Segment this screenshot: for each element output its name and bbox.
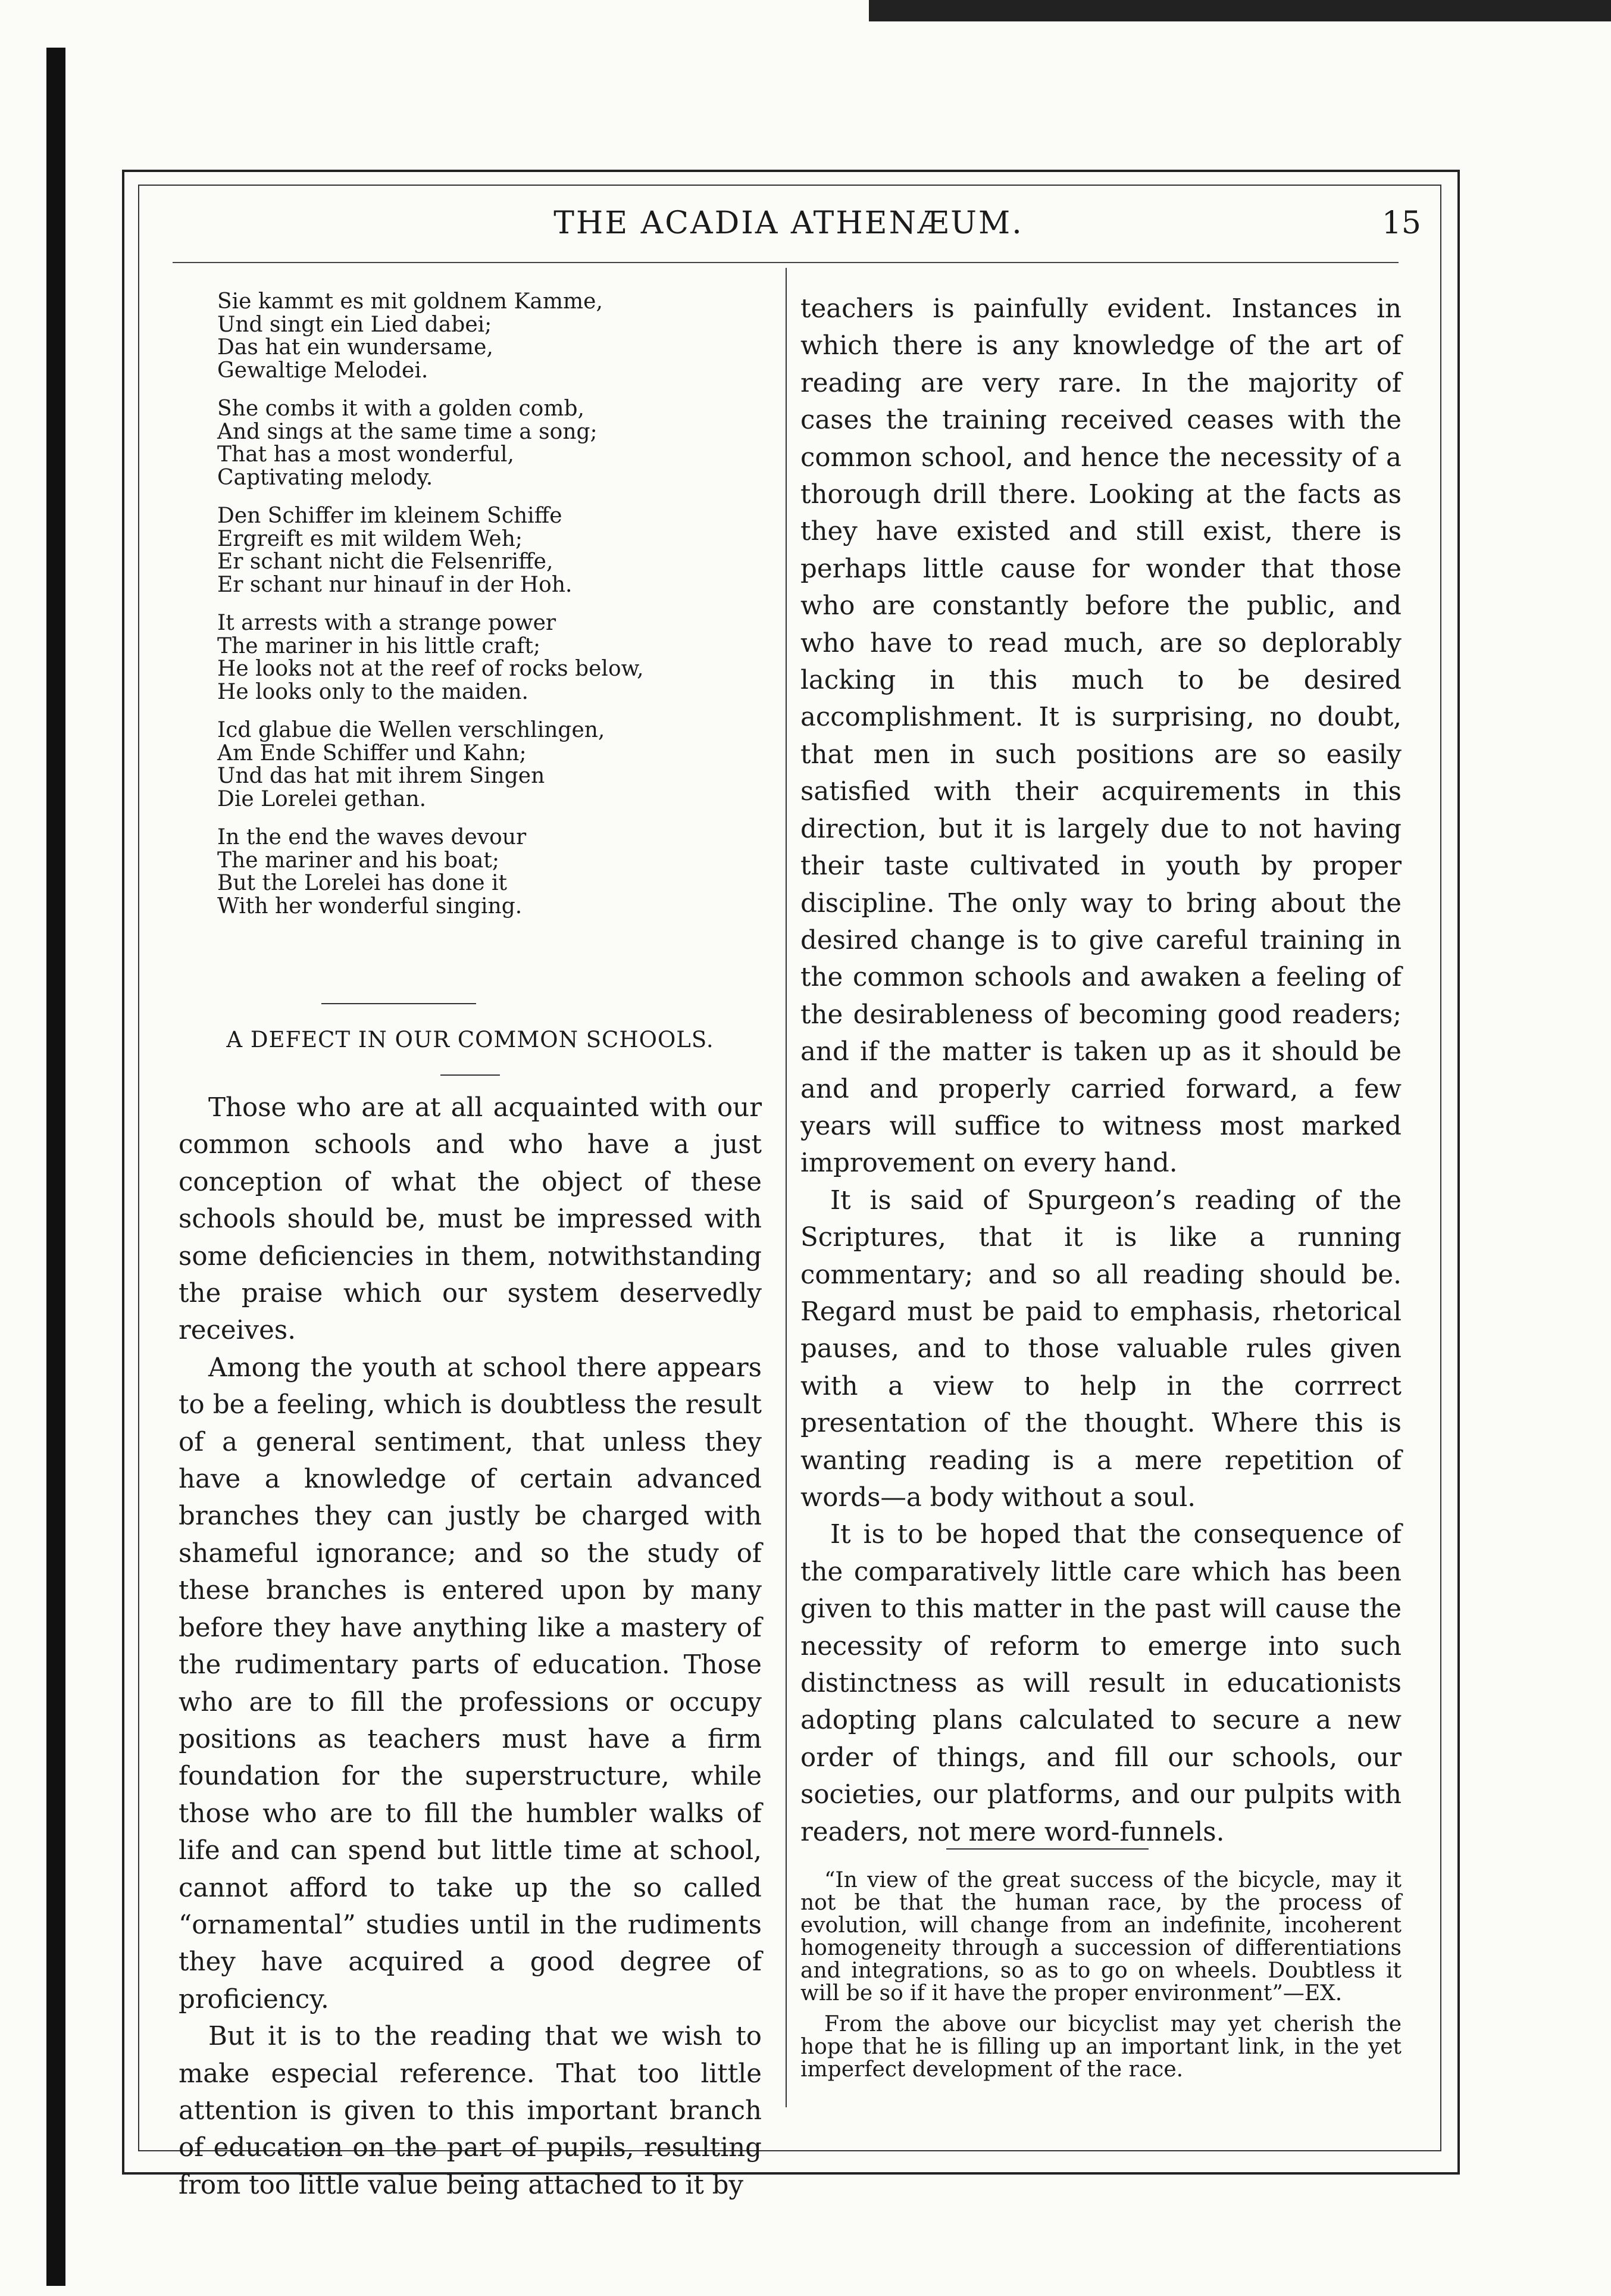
poem-stanza [217,398,753,489]
article-left-column [179,1089,762,2204]
scan-edge-top [869,0,1611,21]
poem-line: But the Lorelei has done it [217,871,508,895]
column-divider [786,268,787,2107]
note-quote: “In view of the great success of the bicycle, may it not be that the human race, by the process of evolution, will change from an indefinite, incoherent homogeneity through a succession of differentiations and integrations, so as to go on wheels. Doubtless it will be so if it have the proper environment”—EX. [800,1868,1402,2006]
poem-stanza [217,612,753,704]
poem-line: Sie kammt es mit goldnem Kamme, [217,289,603,314]
poem-line: Am Ende Schiffer und Kahn; [217,741,527,766]
note-rule [946,1848,1149,1850]
poem-line: He looks only to the maiden. [217,679,528,704]
poem-line: The mariner and his boat; [217,848,499,873]
section-rule [321,1003,476,1004]
poem-line: It arrests with a strange power [217,611,556,635]
poem-line: And sings at the same time a song; [217,419,598,444]
poem-line: Die Lorelei gethan. [217,786,427,811]
poem-line: The mariner in his little craft; [217,633,541,658]
note-comment: From the above our bicyclist may yet cherish the hope that he is filling up an important link, in the yet imperfect development of the race. [800,2012,1402,2082]
poem-line: Den Schiffer im kleinem Schiffe [217,504,562,528]
article-right-column [800,290,1402,1851]
poem-line: Ergreift es mit wildem Weh; [217,526,523,551]
bicycle-note [800,1869,1402,2089]
poem-line: Er schant nur hinauf in der Hoh. [217,572,573,597]
article-paragraph: Among the youth at school there appears to be a feeling, which is doubtless the result of a general sentiment, that unless they have a knowledge of certain advanced branches they can justly be charged with shameful ignorance; and so the study of these branches is entered upon by many before they have anything like a mastery of the rudimentary parts of education. Those who are to fill the professions or occupy positions as teachers must have a firm foundation for the superstructure, while those who are to fill the humbler walks of life and can spend but little time at school, cannot afford to take up the so called “ornamental” studies until in the rudiments they have acquired a good degree of proficiency. [179,1352,762,2014]
poem [217,290,753,933]
poem-line: That has a most wonderful, [217,442,514,467]
article-paragraph: It is to be hoped that the consequence of the comparatively little care which has been given to this matter in the past will cause the necessity of reform to emerge into such distinctness as will result in educationists adopting plans calculated to secure a new order of things, and fill our schools, our societies, our platforms, and our pulpits with readers, not mere word-funnels. [800,1520,1402,1847]
article-paragraph: teachers is painfully evident. Instances in which there is any knowledge of the art of reading are very rare. In the majority of cases the training received ceases with the common school, and hence the necessity of a thorough drill there. Looking at the facts as they have existed and still exist, there is perhaps little cause for wonder that those who are constantly before the public, and who have to read much, are so deplorably lacking in this much to be desired accomplishment. It is surprising, no doubt, that men in such positions are so easily satisfied with their acquirements in this direction, but it is largely due to not having their taste cultivated in youth by proper discipline. The only way to bring about the desired change is to give careful training in the common schools and awaken a feeling of the desirableness of becoming good readers; and if the matter is taken up as it should be and and properly carried forward, a few years will suffice to witness most marked improvement on every hand. [800,294,1402,1179]
poem-line: Und das hat mit ihrem Singen [217,764,545,788]
article-title: A DEFECT IN OUR COMMON SCHOOLS. [226,1027,714,1052]
page-number: 15 [1381,205,1421,241]
journal-title: THE ACADIA ATHENÆUM. [553,205,1024,241]
poem-line: He looks not at the reef of rocks below, [217,657,644,681]
header-rule [173,262,1399,263]
poem-stanza [217,505,753,596]
scan-edge-left [46,48,65,2286]
title-rule [440,1074,500,1076]
poem-line: Gewaltige Melodei. [217,358,428,383]
poem-line: Captivating melody. [217,465,433,490]
article-paragraph: Those who are at all acquainted with our common schools and who have a just conception of what the object of these schools should be, must be impressed with some deficiencies in them, notwithstanding the praise which our system deservedly receives. [179,1093,762,1346]
article-paragraph: But it is to the reading that we wish to make especial reference. That too little attention is given to this important branch of education on the part of pupils, resulting from too little value being attached to it by [179,2022,762,2200]
poem-line: Das hat ein wundersame, [217,335,493,360]
running-header [138,205,1439,259]
poem-line: With her wonderful singing. [217,894,523,919]
poem-line: She combs it with a golden comb, [217,396,584,421]
poem-line: Und singt ein Lied dabei; [217,312,492,337]
poem-line: Er schant nicht die Felsenriffe, [217,549,553,574]
poem-line: Icd glabue die Wellen verschlingen, [217,718,605,742]
poem-stanza [217,719,753,811]
poem-stanza [217,290,753,382]
poem-stanza [217,826,753,918]
poem-line: In the end the waves devour [217,825,527,849]
article-paragraph: It is said of Spurgeon’s reading of the Scriptures, that it is like a running commentary; and so all reading should be. Regard must be paid to emphasis, rhetorical pauses, and to those valuable rules given with a view to help in the corrrect presentation of the thought. Where this is wanting reading is a mere repetition of words—a body without a soul. [800,1185,1402,1513]
